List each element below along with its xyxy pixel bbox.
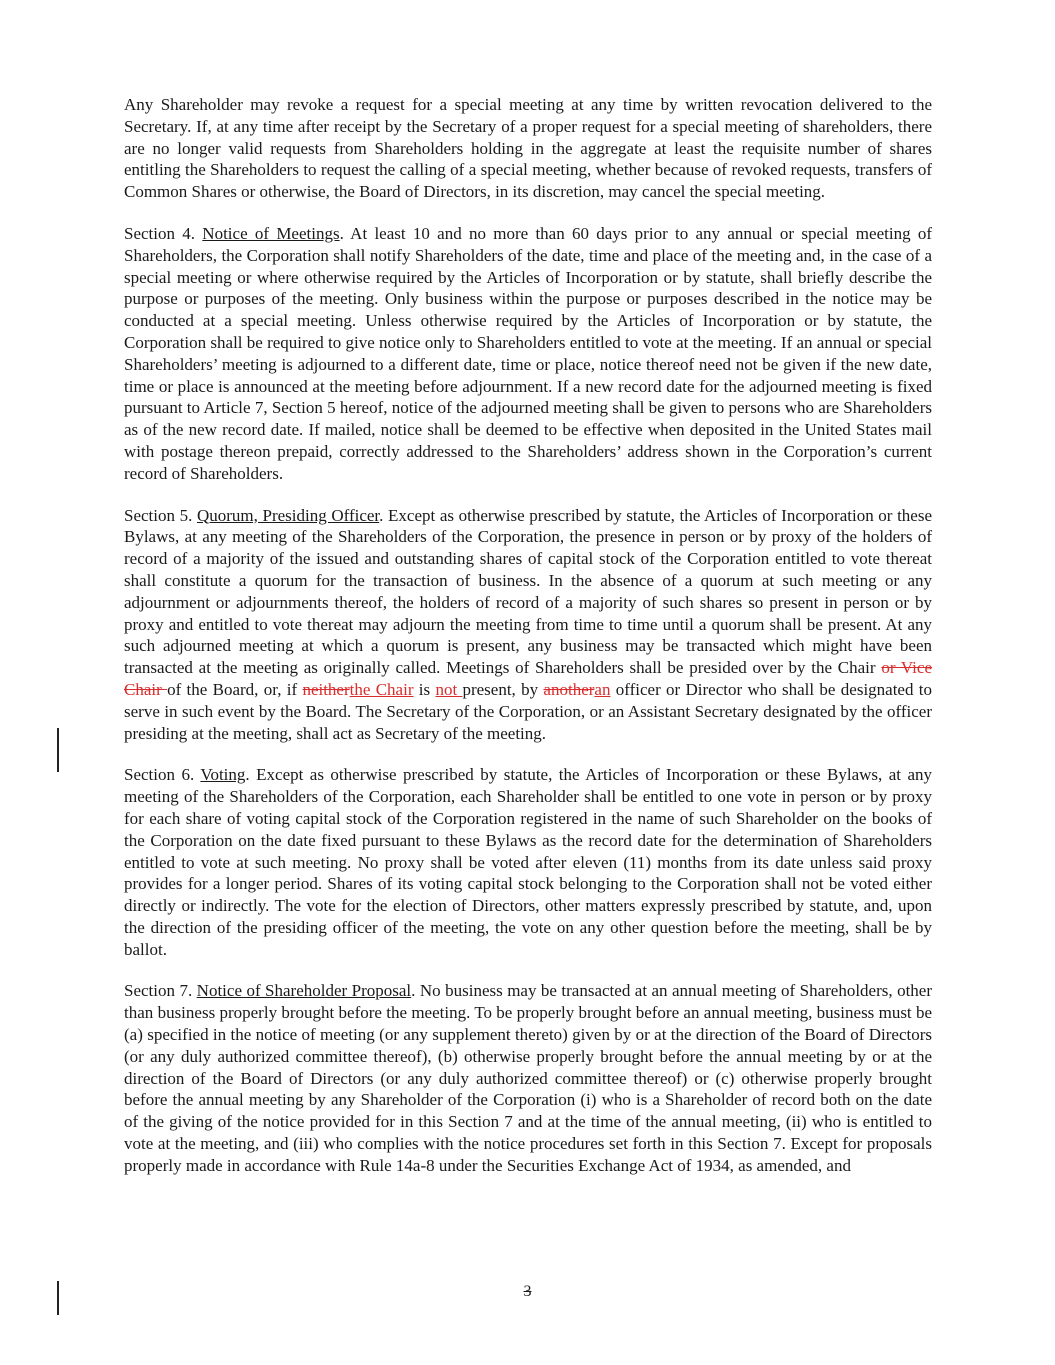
section-7-shareholder-proposal (124, 980, 932, 1176)
deletion-another: another (543, 679, 595, 699)
section-5-quorum (124, 505, 932, 745)
insertion-the-chair: the Chair (349, 679, 414, 699)
section-6-title: Voting (200, 765, 246, 785)
section-4-notice-of-meetings (124, 223, 932, 485)
section-7-title: Notice of Shareholder Proposal (196, 981, 412, 1001)
section-4-number: Section 4. (124, 223, 203, 243)
section-6-body: . Except as otherwise prescribed by statute, the Articles of Incorporation or these Bylaws, at any meeting of the Shareholders of the Corporation, each Shareholder shall be entitled to one vote in person or by proxy for each share of voting capital stock of the Corporation registered in the name of such Shareholder on the books of the Corporation on the date fixed pursuant to these Bylaws as the record date for the determination of Shareholders entitled to vote at such meeting. No proxy shall be voted after eleven (11) months from its date unless said proxy provides for a longer period. Shares of its voting capital stock belonging to the Corporation shall not be voted either directly or indirectly. The vote for the election of Directors, other matters expressly prescribed by statute, and, upon the direction of the presiding officer of the meeting, the vote on any other question before the meeting, shall be by ballot. (124, 765, 933, 959)
section-4-body: . At least 10 and no more than 60 days prior to any annual or special meeting of Shareholders, the Corporation shall notify Shareholders of the date, time and place of the meeting and, in the case of a special meeting or where otherwise required by the Articles of Incorporation or by statute, shall briefly describe the purpose or purposes of the meeting. Only business within the purpose or purposes described in the notice may be conducted at a special meeting. Unless otherwise required by the Articles of Incorporation or by statute, the Corporation shall be required to give notice only to Shareholders entitled to vote at the meeting. If an annual or special Shareholders’ meeting is adjourned to a different date, time or place, notice thereof need not be given if the new date, time or place is announced at the meeting before adjournment. If a new record date for the adjourned meeting is fixed pursuant to Article 7, Section 5 hereof, notice of the adjourned meeting shall be given to persons who are Shareholders as of the new record date. If mailed, notice shall be deemed to be effective when deposited in the United States mail with postage thereon prepaid, correctly addressed to the Shareholders’ address shown in the Corporation’s current record of Shareholders. (124, 223, 933, 483)
section-5-body: of the Board, or, if (167, 679, 303, 699)
paragraph-revocation: Any Shareholder may revoke a request for a special meeting at any time by written revocation delivered to the Secretary. If, at any time after receipt by the Secretary of a proper request for a special meeting of shareholders, there are no longer valid requests from Shareholders holding in the aggregate at least the requisite number of shares entitling the Shareholders to request the calling of a special meeting, whether because of revoked requests, transfers of Common Shares or otherwise, the Board of Directors, in its discretion, may cancel the special meeting. (124, 95, 932, 202)
deletion-neither: neither (302, 679, 350, 699)
section-5-title: Quorum, Presiding Officer (196, 505, 380, 525)
section-5-body: officer or Director who shall be designated to serve in such event by the Board. The Secretary of the Corporation, or an Assistant Secretary designated by the officer presiding at the meeting, shall act as Secretary of the meeting. (124, 679, 933, 743)
page-number: 3 (523, 1283, 532, 1300)
deletion-vice-chair: or Vice Chair (124, 658, 932, 699)
change-bar (57, 728, 59, 772)
insertion-not: not (435, 679, 463, 699)
section-5-number: Section 5. (124, 505, 197, 525)
section-6-voting (124, 764, 932, 960)
section-6-number: Section 6. (124, 765, 201, 785)
section-7-body: . No business may be transacted at an annual meeting of Shareholders, other than business properly brought before the meeting. To be properly brought before an annual meeting, business must be (a) specified in the notice of meeting (or any supplement thereto) given by or at the direction of the Board of Directors (or any duly authorized committee thereof), (b) otherwise properly brought before the annual meeting by or at the direction of the Board of Directors (or any duly authorized committee thereof) or (c) otherwise properly brought before the annual meeting by any Shareholder of the Corporation (i) who is a Shareholder of record both on the date of the giving of the notice provided for in this Section 7 and at the time of the annual meeting, (ii) who is entitled to vote at the meeting, and (iii) who complies with the notice procedures set forth in this Section 7. Except for proposals properly made in accordance with Rule 14a-8 under the Securities Exchange Act of 1934, as amended, and (124, 981, 933, 1175)
insertion-an: an (594, 679, 611, 699)
section-5-body: . Except as otherwise prescribed by statute, the Articles of Incorporation or these Bylaws, at any meeting of the Shareholders of the Corporation, the presence in person or by proxy of the holders of record of a majority of the issued and outstanding shares of capital stock of the Corporation entitled to vote thereat shall constitute a quorum for the transaction of business. In the absence of a quorum at such meeting or any adjournment or adjournments thereof, the holders of record of a majority of such shares so present in person or by proxy and entitled to vote thereat may adjourn the meeting from time to time until a quorum shall be present. At any such adjourned meeting at which a quorum is present, any business may be transacted which might have been transacted at the meeting as originally called. Meetings of Shareholders shall be presided over by the Chair (124, 505, 932, 678)
section-7-number: Section 7. (124, 981, 197, 1001)
section-5-body: present, by (462, 679, 544, 699)
section-4-title: Notice of Meetings (202, 223, 340, 243)
document-page (124, 94, 932, 1197)
section-5-body: is (413, 679, 436, 699)
